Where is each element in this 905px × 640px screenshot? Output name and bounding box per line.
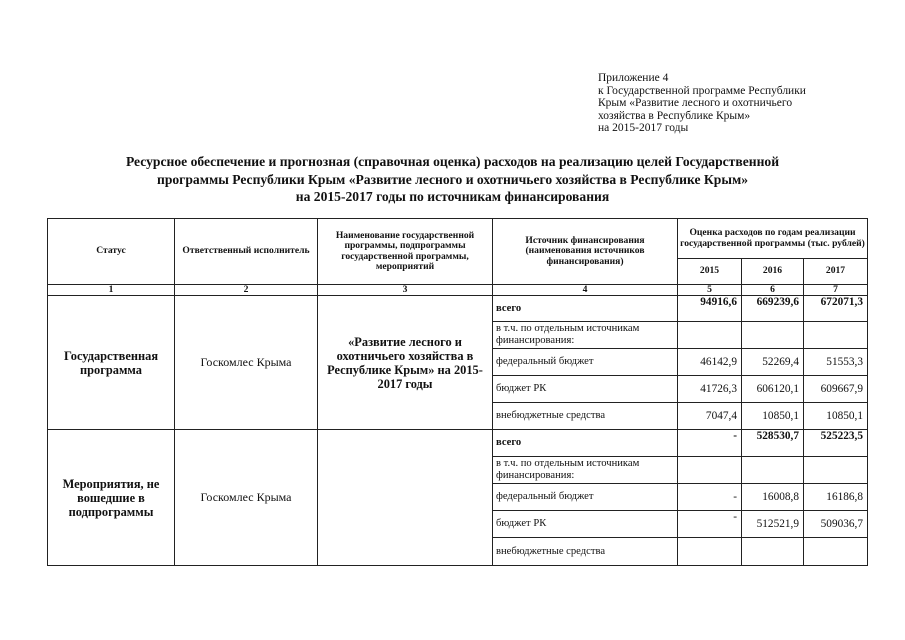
appendix-line: хозяйства в Республике Крым» (598, 109, 751, 122)
header-source: Источник финансирования (наименования источников финансирования) (493, 219, 678, 285)
appendix-line: к Государственной программе Республики (598, 84, 806, 97)
value-cell: 16008,8 (742, 484, 804, 511)
source-cell: федеральный бюджет (493, 484, 678, 511)
value-cell: 512521,9 (742, 511, 804, 538)
value-cell: 609667,9 (804, 376, 868, 403)
source-cell: внебюджетные средства (493, 538, 678, 566)
value-cell: 10850,1 (804, 403, 868, 430)
source-cell: всего (493, 296, 678, 322)
header-year: 2016 (742, 259, 804, 285)
appendix-line: Крым «Развитие лесного и охотничьего (598, 97, 793, 110)
value-cell (742, 457, 804, 484)
value-cell (742, 322, 804, 349)
value-cell: 525223,5 (804, 430, 868, 457)
source-cell: в т.ч. по отдельным источникам финансирования: (493, 322, 678, 349)
financing-table (47, 218, 868, 566)
source-cell: внебюджетные средства (493, 403, 678, 430)
column-number: 3 (318, 285, 493, 296)
value-cell (804, 538, 868, 566)
executor-cell: Госкомлес Крыма (175, 296, 318, 430)
program-cell: «Развитие лесного и охотничьего хозяйства в Республике Крым» на 2015-2017 годы (318, 296, 493, 430)
header-row (48, 219, 868, 259)
source-cell: федеральный бюджет (493, 349, 678, 376)
header-program-name: Наименование государственной программы, подпрограммы государственной программы, мероприятий (318, 219, 493, 285)
appendix-line: на 2015-2017 годы (598, 122, 689, 135)
program-cell (318, 430, 493, 566)
column-number: 4 (493, 285, 678, 296)
value-cell: 7047,4 (678, 403, 742, 430)
value-cell (678, 457, 742, 484)
title-line: Ресурсное обеспечение и прогнозная (справочная оценка) расходов на реализацию целей Государственной (125, 154, 780, 169)
column-number: 1 (48, 285, 175, 296)
value-cell: - (678, 511, 742, 538)
header-estimate: Оценка расходов по годам реализации государственной программы (тыс. рублей) (678, 219, 868, 259)
value-cell: 528530,7 (742, 430, 804, 457)
value-cell (678, 322, 742, 349)
column-number-row (48, 285, 868, 296)
header-year: 2015 (678, 259, 742, 285)
value-cell: - (678, 430, 742, 457)
value-cell (678, 538, 742, 566)
value-cell (804, 457, 868, 484)
value-cell: 672071,3 (804, 296, 868, 322)
column-number: 5 (678, 285, 742, 296)
table-row (48, 430, 868, 457)
header-year: 2017 (804, 259, 868, 285)
value-cell: 606120,1 (742, 376, 804, 403)
value-cell: 16186,8 (804, 484, 868, 511)
title-line: на 2015-2017 годы по источникам финансирования (295, 189, 610, 205)
appendix-note (598, 72, 898, 135)
appendix-line: Приложение 4 (598, 72, 669, 84)
value-cell: 46142,9 (678, 349, 742, 376)
value-cell (742, 538, 804, 566)
value-cell: 669239,6 (742, 296, 804, 322)
status-cell: Мероприятия, не вошедшие в подпрограммы (48, 430, 175, 566)
column-number: 2 (175, 285, 318, 296)
table-row (48, 296, 868, 322)
source-cell: бюджет РК (493, 511, 678, 538)
value-cell: 51553,3 (804, 349, 868, 376)
source-cell: всего (493, 430, 678, 457)
value-cell (804, 322, 868, 349)
value-cell: 10850,1 (742, 403, 804, 430)
column-number: 6 (742, 285, 804, 296)
header-status: Статус (48, 219, 175, 285)
value-cell: - (678, 484, 742, 511)
source-cell: бюджет РК (493, 376, 678, 403)
column-number: 7 (804, 285, 868, 296)
header-executor: Ответственный исполнитель (175, 219, 318, 285)
value-cell: 509036,7 (804, 511, 868, 538)
value-cell: 41726,3 (678, 376, 742, 403)
status-cell: Государственная программа (48, 296, 175, 430)
title-line: программы Республики Крым «Развитие лесного и охотничьего хозяйства в Республике Крым» (156, 171, 748, 187)
source-cell: в т.ч. по отдельным источникам финансирования: (493, 457, 678, 484)
value-cell: 52269,4 (742, 349, 804, 376)
document-title (40, 153, 865, 206)
executor-cell: Госкомлес Крыма (175, 430, 318, 566)
value-cell: 94916,6 (678, 296, 742, 322)
